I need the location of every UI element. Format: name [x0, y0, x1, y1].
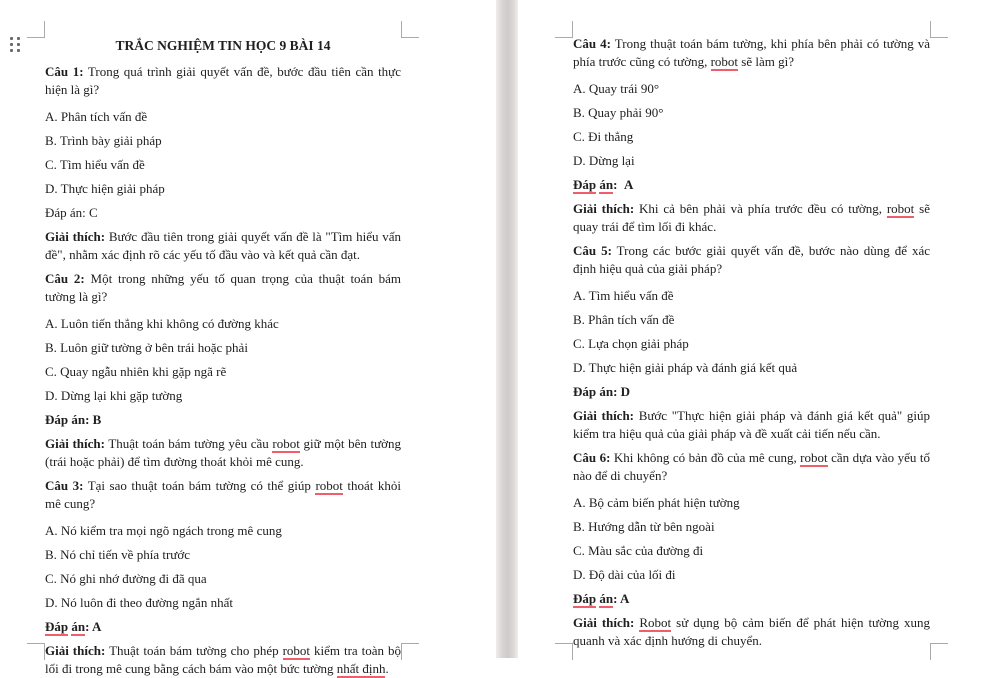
text-run: thoát khỏi mê cung? [45, 478, 401, 511]
answer-option[interactable]: C. Tìm hiểu vấn đề [45, 157, 145, 172]
misspelled-word[interactable]: robot [315, 478, 343, 493]
explanation-text[interactable] [573, 407, 930, 443]
page-2-content [573, 35, 930, 650]
question-block [45, 477, 401, 678]
misspelled-word[interactable]: Đáp [573, 177, 597, 192]
question-text[interactable] [573, 449, 930, 485]
text-run: Thuật toán bám tường yêu cầu [108, 436, 273, 451]
question-text[interactable] [45, 477, 401, 513]
text-run: . [385, 661, 389, 676]
text-run: sẽ quay trái để tìm lối đi khác. [573, 201, 930, 234]
question-number-label: Câu 6: [573, 450, 611, 465]
text-run: Tại sao thuật toán bám tường có thể giúp [87, 478, 316, 493]
explanation-text[interactable] [573, 614, 930, 650]
explanation-text[interactable] [45, 228, 401, 264]
misspelled-word[interactable]: robot [282, 643, 311, 658]
misspelled-word[interactable]: robot [710, 54, 739, 69]
margin-corner-mark-bottom-right [930, 643, 948, 660]
question-block [45, 270, 401, 471]
answer-line[interactable] [45, 204, 401, 222]
answer-option[interactable]: D. Dừng lại khi gặp tường [45, 388, 183, 403]
misspelled-word[interactable]: Robot [639, 615, 672, 630]
explanation-label: Giải thích: [573, 201, 635, 216]
answer-option[interactable]: C. Lựa chọn giải pháp [573, 336, 689, 351]
margin-corner-mark-top-right [401, 21, 419, 38]
text-run: Bước đầu tiên trong giải quyết vấn đề là "Tìm hiểu vấn đề", nhằm xác định rõ các yếu tố đầu vào và kết quả cần đạt. [45, 229, 402, 262]
misspelled-word[interactable]: án [71, 619, 86, 634]
margin-corner-mark-bottom-left [27, 643, 45, 660]
question-block [45, 63, 401, 264]
question-block [573, 242, 930, 443]
margin-corner-mark-bottom-right [401, 643, 419, 660]
answer-option[interactable]: C. Nó ghi nhớ đường đi đã qua [45, 571, 207, 586]
answer-option[interactable]: A. Quay trái 90° [573, 81, 660, 96]
question-number-label: Câu 5: [573, 243, 612, 258]
answer-option[interactable]: D. Dừng lại [573, 153, 635, 168]
answer-option[interactable]: D. Nó luôn đi theo đường ngắn nhất [45, 595, 233, 610]
answer-option[interactable]: B. Luôn giữ tường ở bên trái hoặc phải [45, 340, 248, 355]
text-run: : A [613, 591, 630, 606]
question-text[interactable] [45, 270, 401, 306]
answer-line[interactable] [573, 383, 930, 401]
page-1 [0, 0, 496, 676]
text-run: Đáp án: D [573, 384, 631, 399]
text-run: Trong thuật toán bám tường, khi phía bên phải có tường và phía trước cũng có tường, [573, 36, 930, 69]
answer-option[interactable]: D. Thực hiện giải pháp và đánh giá kết quả [573, 360, 798, 375]
answer-option[interactable]: B. Phân tích vấn đề [573, 312, 675, 327]
misspelled-word[interactable]: robot [886, 201, 915, 216]
margin-corner-mark-top-right [930, 21, 948, 38]
answer-option[interactable]: B. Quay phải 90° [573, 105, 664, 120]
text-run: Trong quá trình giải quyết vấn đề, bước đầu tiên cần thực hiện là gì? [45, 64, 401, 97]
misspelled-word[interactable]: nhất định [336, 661, 386, 676]
margin-corner-mark-bottom-left [555, 643, 573, 660]
question-block [573, 35, 930, 236]
document-title[interactable]: TRẮC NGHIỆM TIN HỌC 9 BÀI 14 [115, 38, 331, 53]
misspelled-word[interactable]: án [599, 591, 614, 606]
text-run: Bước "Thực hiện giải pháp và đánh giá kết quả" giúp kiểm tra hiệu quả của giải pháp và đề xuất cải tiến nếu cần. [573, 408, 931, 441]
answer-line[interactable] [45, 618, 401, 636]
answer-option[interactable]: D. Thực hiện giải pháp [45, 181, 165, 196]
drag-handle-icon[interactable] [10, 37, 20, 52]
margin-corner-mark-top-left [555, 21, 573, 38]
text-run: Đáp án: B [45, 412, 102, 427]
text-run: cần dựa vào yếu tố nào để di chuyển? [573, 450, 930, 483]
margin-corner-mark-top-left [27, 21, 45, 38]
text-run: Đáp án: C [45, 205, 98, 220]
explanation-label: Giải thích: [573, 615, 635, 630]
answer-option[interactable]: B. Trình bày giải pháp [45, 133, 162, 148]
answer-option[interactable]: A. Phân tích vấn đề [45, 109, 148, 124]
question-text[interactable] [45, 63, 401, 99]
answer-option[interactable]: A. Bộ cảm biến phát hiện tường [573, 495, 740, 510]
question-text[interactable] [573, 242, 930, 278]
explanation-label: Giải thích: [45, 436, 105, 451]
answer-option[interactable]: A. Tìm hiểu vấn đề [573, 288, 674, 303]
explanation-label: Giải thích: [45, 229, 106, 244]
misspelled-word[interactable]: Đáp [45, 619, 69, 634]
text-run: Một trong những yếu tố quan trọng của thuật toán bám tường là gì? [45, 271, 401, 304]
text-run: Trong các bước giải quyết vấn đề, bước nào dùng để xác định hiệu quả của giải pháp? [573, 243, 931, 276]
answer-option[interactable]: C. Đi thẳng [573, 129, 634, 144]
text-run: Khi không có bản đồ của mê cung, [613, 450, 801, 465]
answer-option[interactable]: B. Nó chỉ tiến về phía trước [45, 547, 190, 562]
explanation-label: Giải thích: [45, 643, 106, 658]
text-run: sẽ làm gì? [738, 54, 795, 69]
explanation-label: Giải thích: [573, 408, 635, 423]
text-run: : A [613, 177, 634, 192]
page-2 [518, 0, 998, 658]
text-run: giữ một bên tường (trái hoặc phải) để tìm đường thoát khỏi mê cung. [45, 436, 401, 469]
answer-option[interactable]: C. Màu sắc của đường đi [573, 543, 704, 558]
answer-option[interactable]: A. Luôn tiến thẳng khi không có đường khác [45, 316, 279, 331]
answer-option[interactable]: B. Hướng dẫn từ bên ngoài [573, 519, 715, 534]
text-run: Thuật toán bám tường cho phép [109, 643, 283, 658]
question-number-label: Câu 1: [45, 64, 84, 79]
page-1-content [45, 63, 401, 678]
answer-option[interactable]: A. Nó kiểm tra mọi ngõ ngách trong mê cung [45, 523, 282, 538]
answer-line[interactable] [45, 411, 401, 429]
question-number-label: Câu 2: [45, 271, 85, 286]
page-gap [496, 0, 518, 658]
text-run: sử dụng bộ cảm biến để phát hiện tường xung quanh và xác định hướng di chuyển. [573, 615, 930, 648]
answer-option[interactable]: C. Quay ngẫu nhiên khi gặp ngã rẽ [45, 364, 227, 379]
explanation-text[interactable] [45, 435, 401, 471]
text-run: Khi cả bên phải và phía trước đều có tường, [639, 201, 887, 216]
answer-line[interactable] [573, 590, 930, 608]
question-number-label: Câu 3: [45, 478, 84, 493]
answer-line[interactable] [573, 176, 930, 194]
answer-option[interactable]: D. Độ dài của lối đi [573, 567, 676, 582]
misspelled-word[interactable]: robot [800, 450, 828, 465]
text-run: kiểm tra toàn bộ lối đi trong mê cung bằng cách bám vào một bức tường [45, 643, 401, 676]
explanation-text[interactable] [573, 200, 930, 236]
explanation-text[interactable] [45, 642, 401, 678]
text-run: : A [85, 619, 102, 634]
question-text[interactable] [573, 35, 930, 71]
misspelled-word[interactable]: robot [272, 436, 300, 451]
question-block [573, 449, 930, 650]
misspelled-word[interactable]: án [599, 177, 614, 192]
misspelled-word[interactable]: Đáp [573, 591, 597, 606]
question-number-label: Câu 4: [573, 36, 611, 51]
